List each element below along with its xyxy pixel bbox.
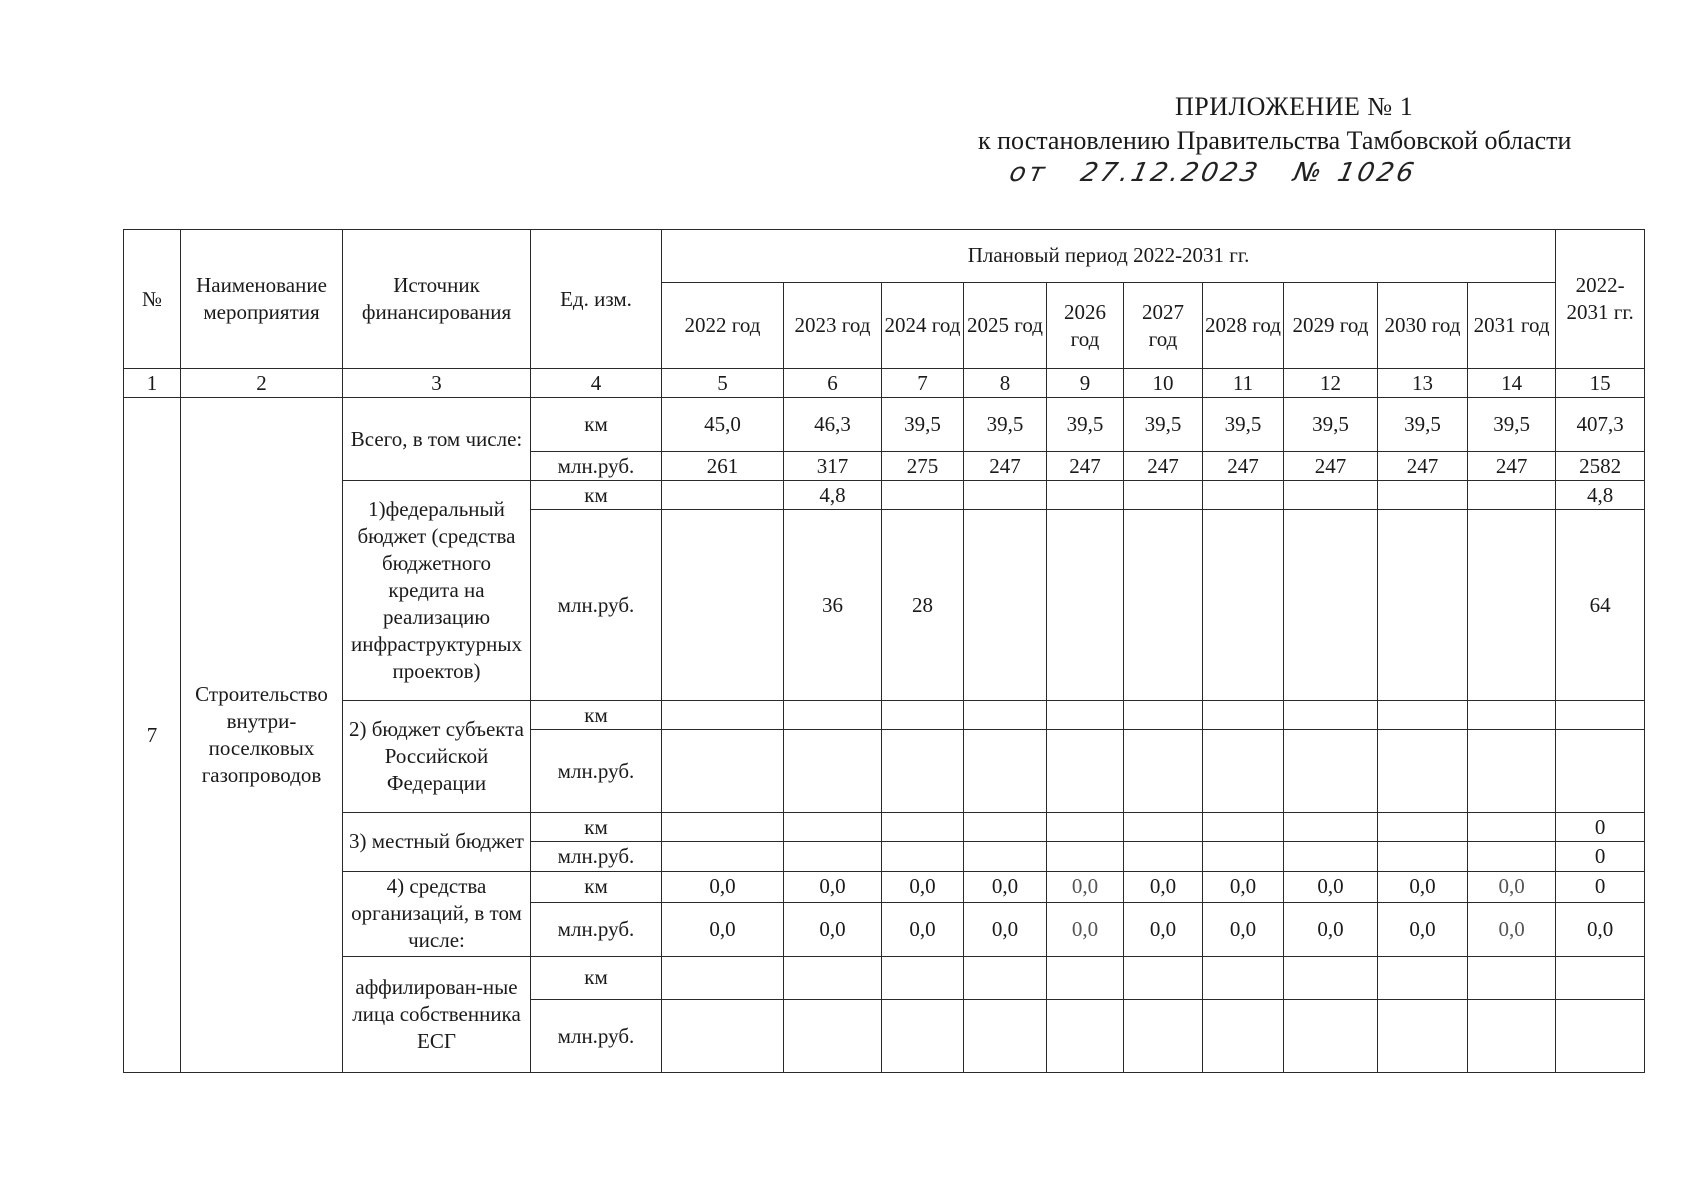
value-cell <box>784 1000 882 1073</box>
header-row <box>124 230 1645 283</box>
column-number-cell: 8 <box>964 369 1047 398</box>
value-cell: 39,5 <box>1378 398 1468 452</box>
value-cell: 0,0 <box>662 871 784 902</box>
value-cell: 247 <box>1203 452 1284 481</box>
value-cell: 28 <box>882 510 964 701</box>
unit-cell: км <box>531 481 662 510</box>
col-header-2029: 2029 год <box>1284 282 1378 368</box>
value-cell: 0,0 <box>784 871 882 902</box>
col-header-2024: 2024 год <box>882 282 964 368</box>
value-cell: 275 <box>882 452 964 481</box>
col-header-total: 2022-2031 гг. <box>1556 230 1645 369</box>
column-number-cell: 14 <box>1468 369 1556 398</box>
value-cell: 46,3 <box>784 398 882 452</box>
value-cell <box>964 730 1047 813</box>
column-number-cell: 12 <box>1284 369 1378 398</box>
value-cell: 4,8 <box>1556 481 1645 510</box>
value-cell: 0,0 <box>1203 902 1284 956</box>
value-cell <box>1124 1000 1203 1073</box>
col-header-no: № <box>124 230 181 369</box>
event-name-cell: Строительство внутри-поселковых газопроводов <box>181 398 343 1073</box>
value-cell <box>662 730 784 813</box>
value-cell <box>1047 730 1124 813</box>
value-cell: 39,5 <box>1203 398 1284 452</box>
value-cell: 0,0 <box>1124 871 1203 902</box>
value-cell <box>1468 701 1556 730</box>
value-cell <box>662 510 784 701</box>
value-cell <box>1124 730 1203 813</box>
plan-table <box>123 229 1645 1073</box>
unit-cell: млн.руб. <box>531 842 662 871</box>
value-cell <box>1468 1000 1556 1073</box>
source-cell-federal: 1)федеральный бюджет (средства бюджетного кредита на реализацию инфраструктурных проектов) <box>343 481 531 701</box>
appendix-title: ПРИЛОЖЕНИЕ № 1 <box>1175 92 1414 121</box>
value-cell <box>662 701 784 730</box>
value-cell <box>1284 510 1378 701</box>
value-cell <box>784 730 882 813</box>
source-cell-affiliated: аффилирован-ные лица собственника ЕСГ <box>343 956 531 1072</box>
value-cell <box>1378 701 1468 730</box>
value-cell <box>964 956 1047 1000</box>
value-cell: 0,0 <box>784 902 882 956</box>
value-cell: 0,0 <box>1047 902 1124 956</box>
value-cell <box>1468 842 1556 871</box>
value-cell <box>1124 956 1203 1000</box>
value-cell <box>882 956 964 1000</box>
value-cell <box>1378 730 1468 813</box>
value-cell: 247 <box>1468 452 1556 481</box>
value-cell: 0,0 <box>1556 902 1645 956</box>
col-header-2022: 2022 год <box>662 282 784 368</box>
unit-cell: км <box>531 871 662 902</box>
col-header-2025: 2025 год <box>964 282 1047 368</box>
value-cell: 247 <box>964 452 1047 481</box>
value-cell: 39,5 <box>964 398 1047 452</box>
value-cell <box>1468 481 1556 510</box>
value-cell: 39,5 <box>1284 398 1378 452</box>
source-cell-total: Всего, в том числе: <box>343 398 531 481</box>
col-header-period: Плановый период 2022-2031 гг. <box>662 230 1556 283</box>
unit-cell: млн.руб. <box>531 1000 662 1073</box>
value-cell <box>1047 956 1124 1000</box>
value-cell <box>964 842 1047 871</box>
handwritten-date-number <box>1007 158 1454 188</box>
value-cell <box>662 813 784 842</box>
value-cell: 0,0 <box>1284 871 1378 902</box>
value-cell <box>1203 701 1284 730</box>
value-cell <box>964 701 1047 730</box>
row-number-cell: 7 <box>124 398 181 1073</box>
value-cell: 247 <box>1047 452 1124 481</box>
value-cell: 0 <box>1556 813 1645 842</box>
value-cell <box>1047 510 1124 701</box>
value-cell: 261 <box>662 452 784 481</box>
handwritten-from: от <box>1006 158 1051 188</box>
value-cell <box>662 1000 784 1073</box>
column-number-cell: 5 <box>662 369 784 398</box>
value-cell: 0,0 <box>964 871 1047 902</box>
value-cell <box>784 813 882 842</box>
value-cell <box>1047 842 1124 871</box>
value-cell: 0,0 <box>1468 871 1556 902</box>
value-cell <box>1378 510 1468 701</box>
column-number-cell: 4 <box>531 369 662 398</box>
column-number-cell: 6 <box>784 369 882 398</box>
value-cell <box>1124 481 1203 510</box>
value-cell <box>1468 730 1556 813</box>
value-cell: 0 <box>1556 842 1645 871</box>
value-cell: 247 <box>1378 452 1468 481</box>
unit-cell: км <box>531 398 662 452</box>
value-cell <box>1378 813 1468 842</box>
handwritten-number: 1026 <box>1334 158 1420 188</box>
value-cell <box>1284 730 1378 813</box>
table-row <box>124 871 1645 902</box>
value-cell <box>1047 701 1124 730</box>
value-cell <box>1203 956 1284 1000</box>
value-cell: 64 <box>1556 510 1645 701</box>
value-cell <box>1203 481 1284 510</box>
value-cell <box>1124 813 1203 842</box>
column-number-cell: 3 <box>343 369 531 398</box>
column-number-cell: 10 <box>1124 369 1203 398</box>
plan-table-body <box>124 230 1645 1073</box>
col-header-2026: 2026 год <box>1047 282 1124 368</box>
unit-cell: км <box>531 701 662 730</box>
value-cell <box>882 481 964 510</box>
value-cell <box>1378 481 1468 510</box>
table-row <box>124 398 1645 452</box>
unit-cell: млн.руб. <box>531 902 662 956</box>
value-cell <box>964 510 1047 701</box>
value-cell <box>1468 510 1556 701</box>
col-header-source: Источник финансирования <box>343 230 531 369</box>
value-cell <box>1556 730 1645 813</box>
value-cell <box>1468 813 1556 842</box>
value-cell <box>1378 956 1468 1000</box>
value-cell <box>1284 701 1378 730</box>
value-cell: 0,0 <box>662 902 784 956</box>
value-cell: 0,0 <box>882 902 964 956</box>
value-cell <box>1047 481 1124 510</box>
value-cell <box>882 1000 964 1073</box>
column-numbers-row <box>124 369 1645 398</box>
value-cell <box>1047 1000 1124 1073</box>
value-cell <box>964 813 1047 842</box>
value-cell: 0,0 <box>1378 871 1468 902</box>
value-cell <box>1284 481 1378 510</box>
source-cell-orgs: 4) средства организаций, в том числе: <box>343 871 531 956</box>
source-cell-local: 3) местный бюджет <box>343 813 531 871</box>
value-cell <box>1556 1000 1645 1073</box>
value-cell <box>882 701 964 730</box>
column-number-cell: 11 <box>1203 369 1284 398</box>
column-number-cell: 7 <box>882 369 964 398</box>
unit-cell: млн.руб. <box>531 730 662 813</box>
table-row <box>124 956 1645 1000</box>
col-header-2023: 2023 год <box>784 282 882 368</box>
value-cell <box>1203 510 1284 701</box>
value-cell: 247 <box>1124 452 1203 481</box>
value-cell: 0,0 <box>1124 902 1203 956</box>
value-cell <box>964 1000 1047 1073</box>
handwritten-no: № <box>1290 158 1328 188</box>
value-cell <box>1124 701 1203 730</box>
col-header-unit: Ед. изм. <box>531 230 662 369</box>
value-cell <box>662 842 784 871</box>
value-cell: 247 <box>1284 452 1378 481</box>
value-cell: 317 <box>784 452 882 481</box>
value-cell: 2582 <box>1556 452 1645 481</box>
column-number-cell: 13 <box>1378 369 1468 398</box>
unit-cell: млн.руб. <box>531 510 662 701</box>
value-cell <box>882 730 964 813</box>
value-cell <box>784 701 882 730</box>
value-cell <box>964 481 1047 510</box>
value-cell: 0,0 <box>882 871 964 902</box>
value-cell <box>1284 956 1378 1000</box>
value-cell: 45,0 <box>662 398 784 452</box>
col-header-event: Наименование мероприятия <box>181 230 343 369</box>
unit-cell: км <box>531 956 662 1000</box>
value-cell: 36 <box>784 510 882 701</box>
value-cell <box>1468 956 1556 1000</box>
value-cell <box>1556 701 1645 730</box>
col-header-2028: 2028 год <box>1203 282 1284 368</box>
unit-cell: км <box>531 813 662 842</box>
value-cell <box>1203 813 1284 842</box>
value-cell <box>1203 1000 1284 1073</box>
value-cell: 39,5 <box>1124 398 1203 452</box>
value-cell <box>1378 1000 1468 1073</box>
col-header-2027: 2027 год <box>1124 282 1203 368</box>
value-cell <box>1378 842 1468 871</box>
value-cell: 4,8 <box>784 481 882 510</box>
value-cell: 39,5 <box>1047 398 1124 452</box>
value-cell <box>662 481 784 510</box>
table-row <box>124 481 1645 510</box>
value-cell: 0,0 <box>1378 902 1468 956</box>
column-number-cell: 2 <box>181 369 343 398</box>
value-cell <box>882 813 964 842</box>
value-cell: 407,3 <box>1556 398 1645 452</box>
value-cell <box>1124 842 1203 871</box>
table-row <box>124 701 1645 730</box>
value-cell <box>1556 956 1645 1000</box>
resolution-reference: к постановлению Правительства Тамбовской области <box>978 126 1572 155</box>
value-cell <box>1284 1000 1378 1073</box>
unit-cell: млн.руб. <box>531 452 662 481</box>
value-cell: 0,0 <box>1047 871 1124 902</box>
source-cell-regional: 2) бюджет субъекта Российской Федерации <box>343 701 531 813</box>
value-cell <box>1203 842 1284 871</box>
handwritten-date: 27.12.2023 <box>1077 158 1264 188</box>
value-cell: 0,0 <box>964 902 1047 956</box>
table-row <box>124 813 1645 842</box>
value-cell <box>1203 730 1284 813</box>
value-cell <box>784 956 882 1000</box>
column-number-cell: 15 <box>1556 369 1645 398</box>
value-cell <box>662 956 784 1000</box>
value-cell: 0,0 <box>1284 902 1378 956</box>
value-cell: 39,5 <box>882 398 964 452</box>
value-cell <box>882 842 964 871</box>
value-cell: 0 <box>1556 871 1645 902</box>
col-header-2031: 2031 год <box>1468 282 1556 368</box>
col-header-2030: 2030 год <box>1378 282 1468 368</box>
column-number-cell: 9 <box>1047 369 1124 398</box>
value-cell <box>1284 813 1378 842</box>
value-cell <box>1284 842 1378 871</box>
value-cell <box>1124 510 1203 701</box>
value-cell: 39,5 <box>1468 398 1556 452</box>
value-cell: 0,0 <box>1468 902 1556 956</box>
value-cell <box>1047 813 1124 842</box>
value-cell: 0,0 <box>1203 871 1284 902</box>
column-number-cell: 1 <box>124 369 181 398</box>
value-cell <box>784 842 882 871</box>
